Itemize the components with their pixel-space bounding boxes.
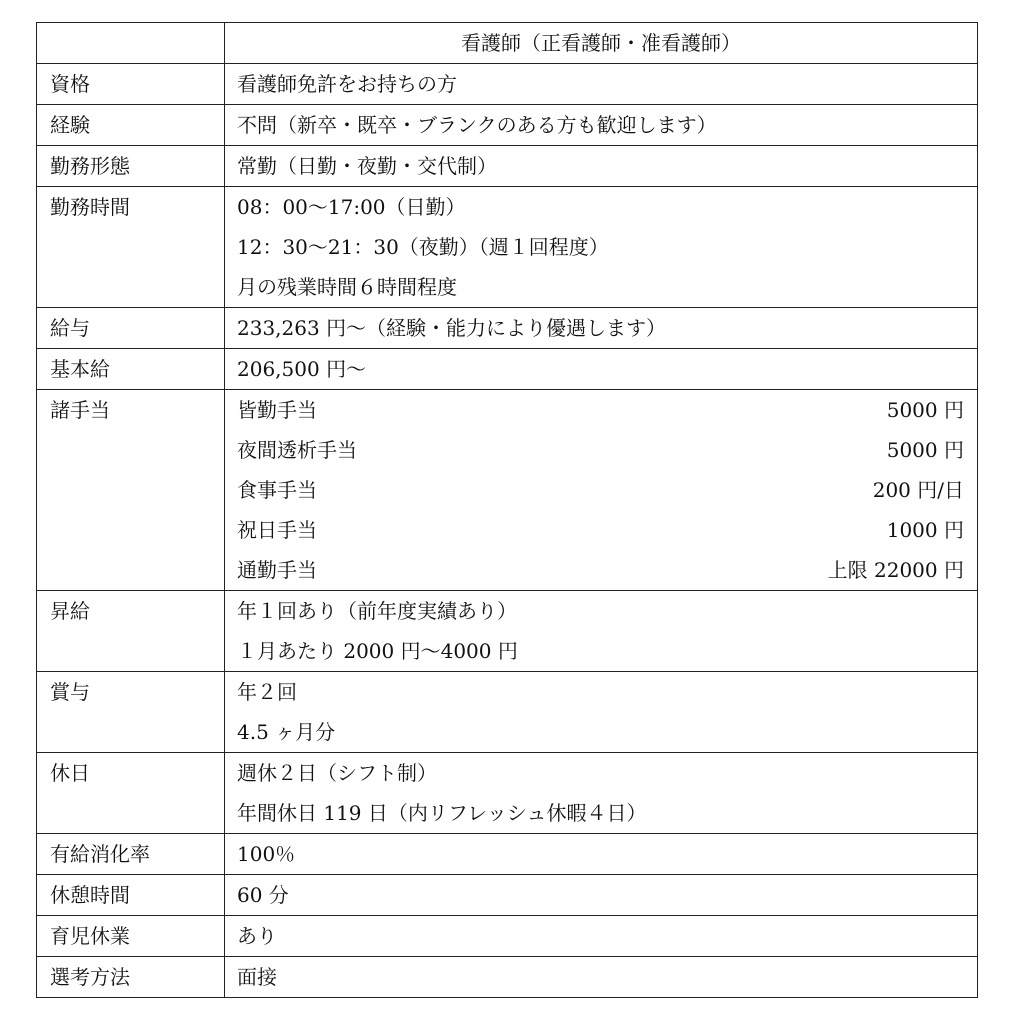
row-break-time (37, 875, 978, 916)
value-line: あり (237, 924, 277, 948)
row-value (225, 105, 978, 146)
row-label: 基本給 (37, 349, 225, 390)
row-label: 経験 (37, 105, 225, 146)
row-value (225, 349, 978, 390)
allowance-amount: 1000 円 (886, 518, 964, 542)
allowance-name: 祝日手当 (237, 518, 317, 542)
allowance-name: 夜間透析手当 (237, 438, 357, 462)
row-label: 資格 (37, 64, 225, 105)
allowance-item (237, 510, 964, 550)
row-value (225, 916, 978, 957)
value-line: 4.5 ヶ月分 (237, 720, 336, 744)
allowance-item (237, 470, 964, 510)
allowance-amount: 上限 22000 円 (827, 558, 964, 582)
row-base-salary (37, 349, 978, 390)
value-line: 不問（新卒・既卒・ブランクのある方も歓迎します） (237, 113, 717, 137)
allowance-amount: 200 円/日 (872, 478, 964, 502)
row-paid-leave (37, 834, 978, 875)
row-label: 勤務時間 (37, 187, 225, 308)
value-line: 100％ (237, 842, 296, 866)
row-value (225, 672, 978, 753)
value-line: 月の残業時間６時間程度 (237, 275, 457, 299)
row-value (225, 875, 978, 916)
value-line: 看護師免許をお持ちの方 (237, 72, 457, 96)
row-value (225, 834, 978, 875)
row-label: 昇給 (37, 591, 225, 672)
row-value (225, 146, 978, 187)
value-line: 年２回 (237, 680, 297, 704)
allowance-item (237, 430, 964, 470)
table-header-row (37, 23, 978, 64)
row-label: 有給消化率 (37, 834, 225, 875)
job-conditions-table (36, 22, 978, 998)
value-line: 面接 (237, 965, 277, 989)
row-value (225, 957, 978, 998)
value-line: 年１回あり（前年度実績あり） (237, 599, 517, 623)
row-allowances (37, 390, 978, 591)
row-label: 選考方法 (37, 957, 225, 998)
value-line: 常勤（日勤・夜勤・交代制） (237, 154, 497, 178)
row-qualification (37, 64, 978, 105)
row-value (225, 308, 978, 349)
allowance-amount: 5000 円 (886, 398, 964, 422)
value-line: 12：30〜21：30（夜勤）（週１回程度） (237, 235, 609, 259)
allowance-item (237, 550, 964, 590)
row-value (225, 591, 978, 672)
value-line: 08：00〜17:00（日勤） (237, 195, 466, 219)
row-holidays (37, 753, 978, 834)
value-line: 206,500 円〜 (237, 357, 367, 381)
row-label: 給与 (37, 308, 225, 349)
row-label: 諸手当 (37, 390, 225, 591)
value-line: 60 分 (237, 883, 289, 907)
value-line: 233,263 円〜（経験・能力により優遇します） (237, 316, 667, 340)
row-experience (37, 105, 978, 146)
row-childcare-leave (37, 916, 978, 957)
row-label: 勤務形態 (37, 146, 225, 187)
allowance-item (237, 390, 964, 430)
row-bonus (37, 672, 978, 753)
row-selection (37, 957, 978, 998)
row-value (225, 187, 978, 308)
row-label: 育児休業 (37, 916, 225, 957)
row-label: 休憩時間 (37, 875, 225, 916)
allowance-name: 食事手当 (237, 478, 317, 502)
allowance-name: 皆勤手当 (237, 398, 317, 422)
row-value (225, 64, 978, 105)
value-line: 週休２日（シフト制） (237, 761, 437, 785)
row-salary (37, 308, 978, 349)
row-work-hours (37, 187, 978, 308)
value-line: 年間休日 119 日（内リフレッシュ休暇４日） (237, 801, 647, 825)
allowance-amount: 5000 円 (886, 438, 964, 462)
row-label: 賞与 (37, 672, 225, 753)
job-title-header: 看護師（正看護師・准看護師） (225, 23, 978, 64)
header-corner-cell (37, 23, 225, 64)
row-value (225, 753, 978, 834)
row-raise (37, 591, 978, 672)
value-line: １月あたり 2000 円〜4000 円 (237, 639, 518, 663)
row-work-style (37, 146, 978, 187)
row-value (225, 390, 978, 591)
row-label: 休日 (37, 753, 225, 834)
allowance-name: 通勤手当 (237, 558, 317, 582)
